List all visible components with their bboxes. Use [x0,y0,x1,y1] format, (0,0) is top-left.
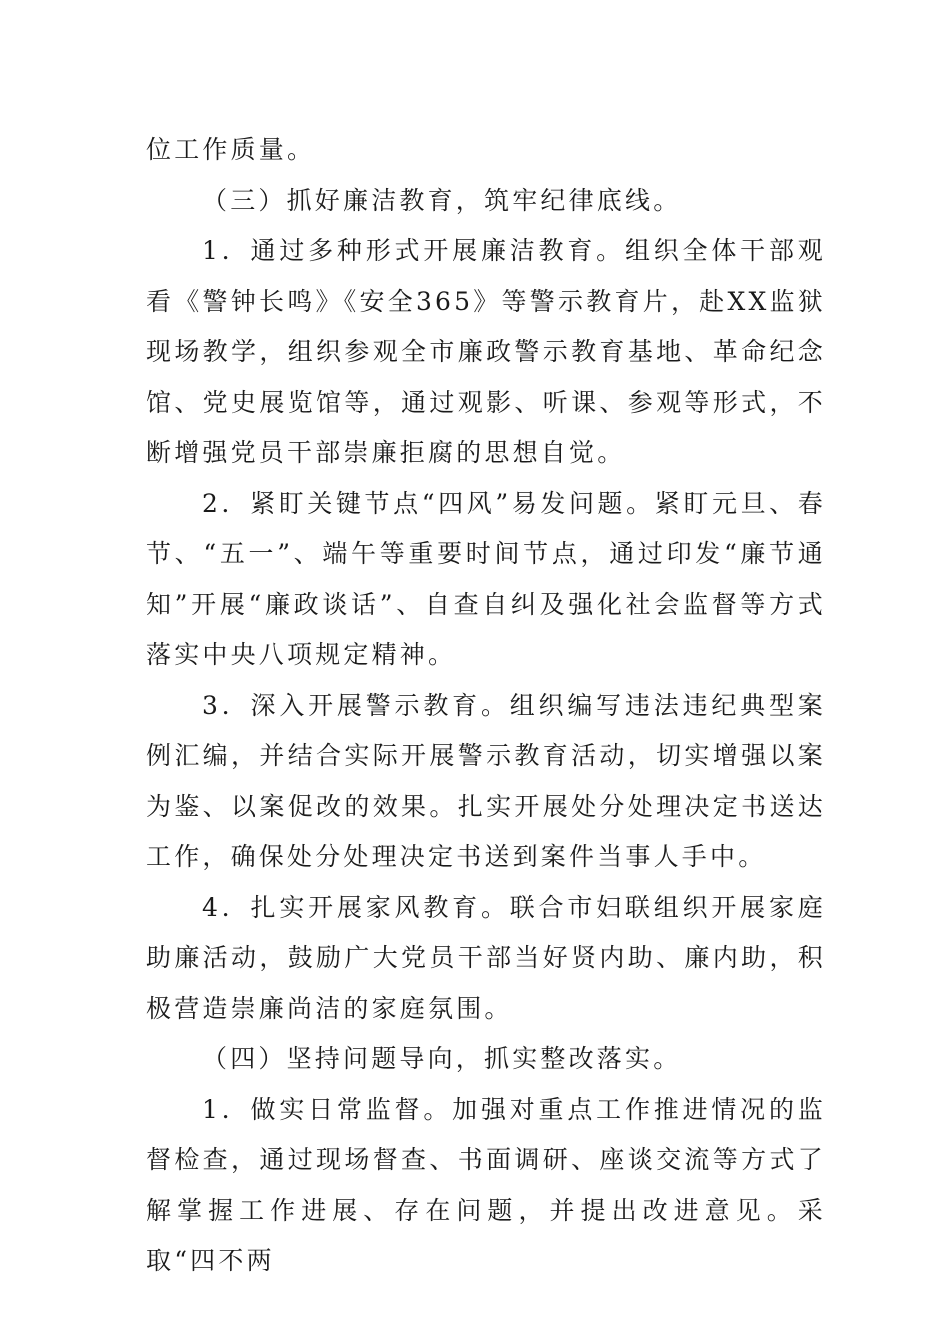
paragraph-item-1: 1．通过多种形式开展廉洁教育。组织全体干部观看《警钟长鸣》《安全365》等警示教育片，赴XX监狱现场教学，组织参观全市廉政警示教育基地、革命纪念馆、党史展览馆等，通过观影、听课、参观等形式，不断增强党员干部崇廉拒腐的思想自觉。 [146,236,826,467]
paragraph-item-2: 2．紧盯关键节点“四风”易发问题。紧盯元旦、春节、“五一”、端午等重要时间节点，通过印发“廉节通知”开展“廉政谈话”、自查自纠及强化社会监督等方式落实中央八项规定精神。 [146,488,826,669]
paragraph-continuation: 位工作质量。 [146,135,316,164]
section-heading-four: （四）坚持问题导向，抓实整改落实。 [202,1044,682,1073]
paragraph-item-4: 4．扎实开展家风教育。联合市妇联组织开展家庭助廉活动，鼓励广大党员干部当好贤内助、廉内助，积极营造崇廉尚洁的家庭氛围。 [146,892,826,1023]
paragraph-item-1-section-four: 1．做实日常监督。加强对重点工作推进情况的监督检查，通过现场督查、书面调研、座谈交流等方式了解掌握工作进展、存在问题，并提出改进意见。采取“四不两 [146,1094,826,1275]
paragraph-item-3: 3．深入开展警示教育。组织编写违法违纪典型案例汇编，并结合实际开展警示教育活动，切实增强以案为鉴、以案促改的效果。扎实开展处分处理决定书送达工作，确保处分处理决定书送到案件当事人手中。 [146,690,826,871]
document-body [146,125,826,1287]
section-heading-three: （三）抓好廉洁教育，筑牢纪律底线。 [202,185,682,215]
